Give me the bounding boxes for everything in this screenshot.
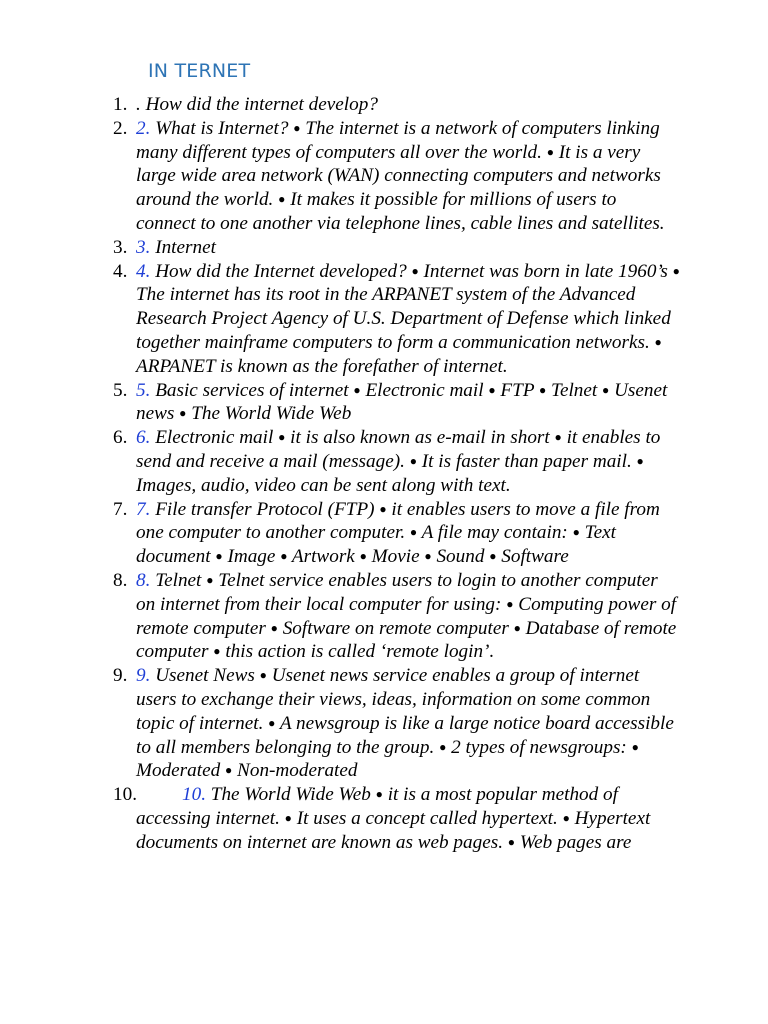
list-item-text: Movie [371,546,420,568]
bullet-icon: ● [215,549,223,564]
list-item-marker: 7. [113,498,128,520]
bullet-icon: ● [572,525,580,540]
bullet-icon: ● [409,525,418,540]
list-item-text: The internet is a network of computers linking many different types of computers all over the world. [136,117,660,163]
list-item-text: Hypertext documents on internet are known as web pages. [136,807,651,853]
list-item-number: 8. [136,569,151,591]
bullet-icon: ● [513,620,521,635]
bullet-icon: ● [538,382,547,397]
bullet-icon: ● [546,144,554,159]
list-item [0,498,768,569]
list-item-text: . How did the internet develop? [136,94,378,115]
bullet-icon: ● [379,501,387,516]
bullet-icon: ● [562,810,570,825]
list-item-marker: 1. [113,94,128,115]
list-item [0,93,768,117]
bullet-icon: ● [489,549,497,564]
list-item-text: it enables to send and receive a mail (message). [136,427,661,472]
list-item-marker: 4. [113,260,128,282]
list-item-text: Telnet service enables users to login to another computer on internet from their local computer for using: [136,569,658,615]
list-item-number: 5. [136,379,151,401]
list-item-marker: 5. [113,379,128,401]
bullet-icon: ● [213,644,221,659]
bullet-icon: ● [488,382,496,397]
list-item-marker: 3. [113,236,128,258]
list-item-text: it is also known as e-mail in short [290,427,550,449]
list-item-text: Non-moderated [237,760,358,782]
bullet-icon: ● [268,715,276,730]
bullet-icon: ● [409,453,417,468]
list-item [0,664,768,783]
bullet-icon: ● [259,668,267,683]
list-item-text: Software [501,546,569,568]
list-item-text: it is a most popular method of accessing internet. [136,784,618,829]
list-item-text: Images, audio, video can be sent along with text. [136,474,511,496]
list-item-text: The World Wide Web [210,784,371,806]
list-item [0,260,768,379]
list-item [0,426,768,497]
bullet-icon: ● [280,549,288,564]
bullet-icon: ● [375,787,383,802]
bullet-icon: ● [602,382,610,397]
bullet-icon: ● [439,739,447,754]
list-item-text: Usenet News [155,665,255,687]
list-item-text: Artwork [291,546,355,568]
list-item-marker: 8. [113,569,128,591]
list-item [0,379,768,427]
list-item-text: Electronic mail [365,379,484,401]
list-item-text: A file may contain: [421,522,568,544]
bullet-icon: ● [554,430,562,445]
bullet-icon: ● [672,263,680,278]
list-item-text: Basic services of internet [155,379,349,401]
list-item-number: 10. [182,784,206,806]
list-item-marker: 9. [113,665,128,687]
list-item-text: Telnet [155,569,202,591]
list-item-text: ARPANET is known as the forefather of internet. [136,355,508,377]
list-item [0,569,768,664]
bullet-icon: ● [631,739,639,754]
list-item-number: 4. [136,260,151,282]
list-item-number: 6. [136,427,151,449]
bullet-icon: ● [293,120,301,135]
list-item-text: Internet [155,236,216,258]
bullet-icon: ● [278,192,286,207]
list-item-text: Moderated [136,760,221,782]
bullet-icon: ● [636,453,644,468]
list-item-number: 2. [136,117,151,139]
list-item-number: 3. [136,236,151,258]
bullet-icon: ● [179,406,187,421]
bullet-icon: ● [278,430,286,445]
list-item-marker: 2. [113,117,128,139]
list-item [0,236,768,260]
list-item [0,117,768,236]
list-item-text: Sound [436,546,485,568]
list-item [0,783,768,854]
numbered-list [0,93,768,855]
list-item-text: Electronic mail [155,427,274,449]
list-item-text: Database of remote computer [136,617,677,663]
bullet-icon: ● [506,596,514,611]
bullet-icon: ● [353,382,361,397]
list-item-text: Telnet [551,379,598,401]
list-item-number: 9. [136,665,151,687]
list-item-text: It is a very large wide area network (WAN) connecting computers and networks around the world. [136,141,661,211]
list-item-text: How did the Internet developed? [155,260,407,282]
list-item-text: The World Wide Web [191,403,352,425]
list-item-text: this action is called ‘remote login’. [225,641,495,663]
list-item-marker: 10. [113,784,137,806]
list-item-text: The internet has its root in the ARPANET system of the Advanced Research Project Agency of U.S. Department of Defense which linked together mainframe computers to form a communication networks. [136,284,671,353]
list-item-marker: 6. [113,427,128,449]
list-item-text: Usenet news service enables a group of internet users to exchange their views, ideas, information on some common topic of internet. [136,665,651,734]
bullet-icon: ● [284,810,292,825]
bullet-icon: ● [359,549,367,564]
bullet-icon: ● [225,763,233,778]
list-item-text: Computing power of remote computer [136,593,677,639]
bullet-icon: ● [424,549,432,564]
list-item-text: Internet was born in late 1960’s [423,260,668,282]
bullet-icon: ● [507,834,516,849]
list-item-text: 2 types of newsgroups: [451,736,627,758]
list-item-number: 7. [136,498,151,520]
document-title: IN TERNET [148,60,251,82]
bullet-icon: ● [411,263,419,278]
list-item-text: FTP [500,379,535,401]
list-item-text: Usenet news [136,379,668,425]
bullet-icon: ● [270,620,278,635]
list-item-text: It uses a concept called hypertext. [296,807,558,829]
list-item-text: File transfer Protocol (FTP) [155,498,375,520]
list-item-text: It is faster than paper mail. [421,450,632,472]
list-item-text: it enables users to move a file from one computer to another computer. [136,498,660,544]
bullet-icon: ● [206,572,214,587]
list-item-text: Web pages are [519,831,632,853]
list-item-text: Image [227,546,276,568]
list-item-text: A newsgroup is like a large notice board accessible to all members belonging to the group. [136,712,674,758]
bullet-icon: ● [654,334,662,349]
list-item-text: Text document [136,522,616,568]
list-item-text: What is Internet? [155,117,289,139]
list-item-text: Software on remote computer [282,617,509,639]
list-item-text: It makes it possible for millions of users to connect to one another via telephone lines, cable lines and satellites. [136,189,665,234]
